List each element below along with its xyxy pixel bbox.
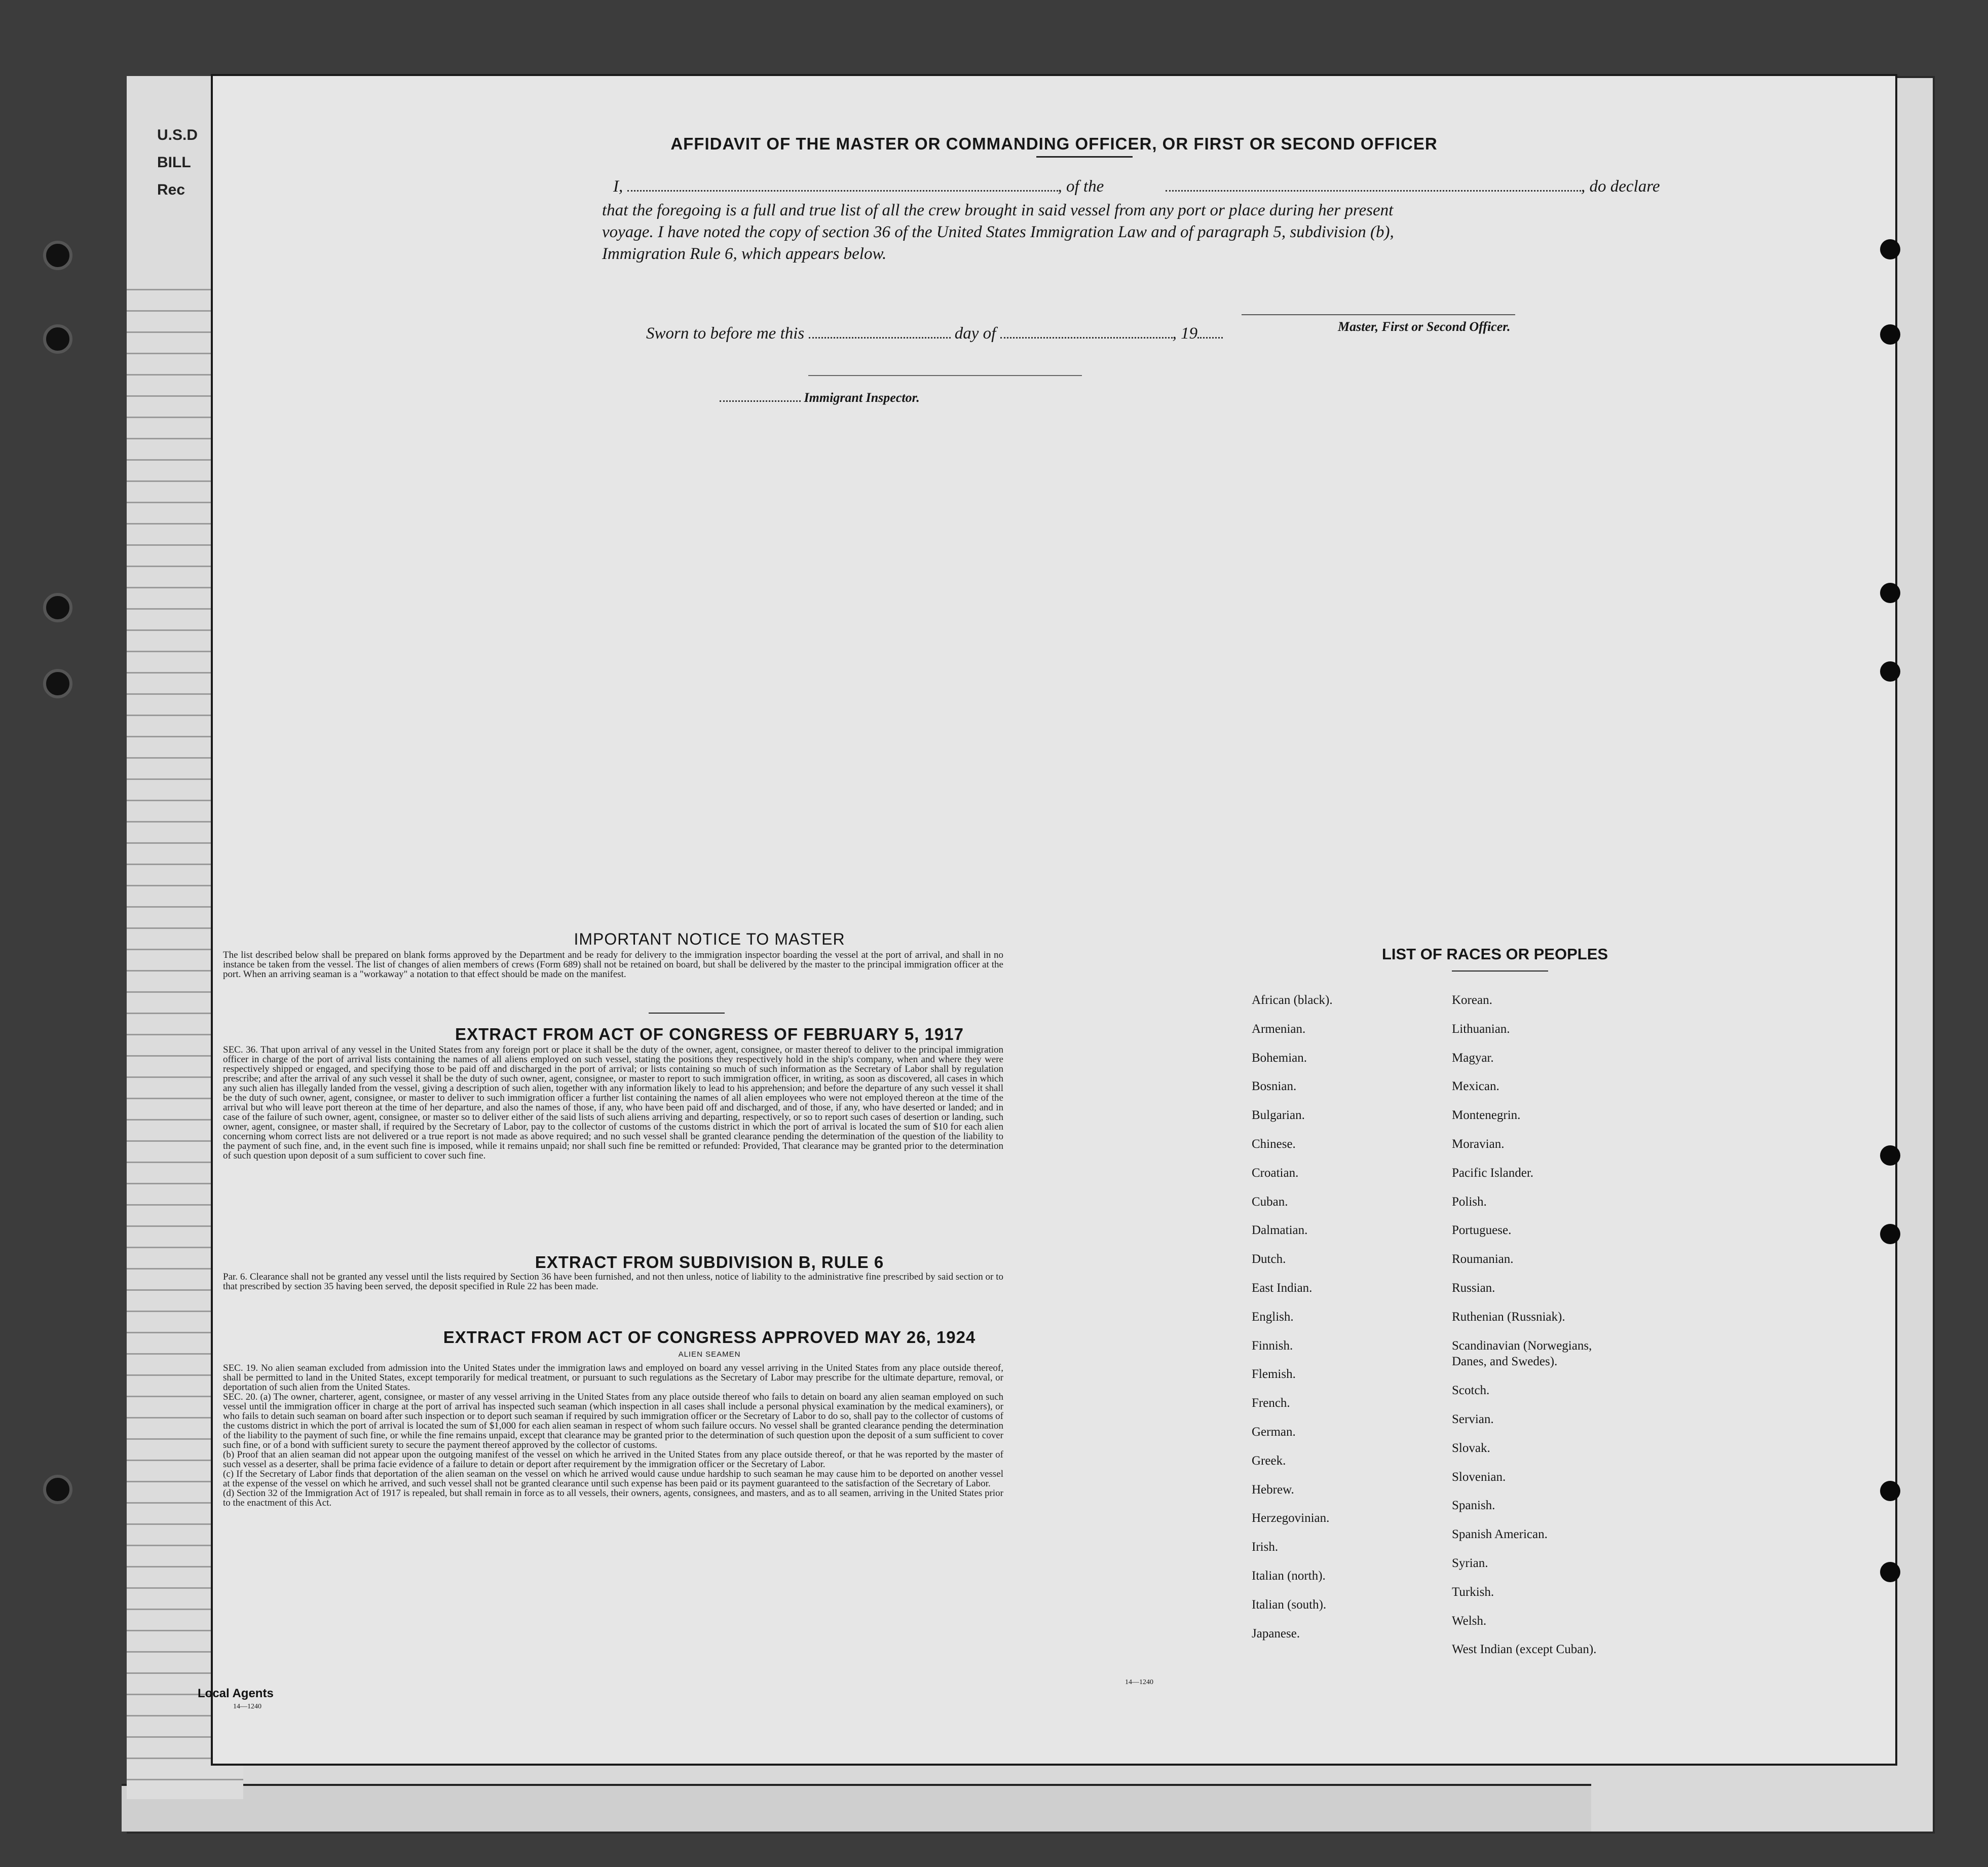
race-item: Roumanian. bbox=[1452, 1252, 1514, 1266]
binder-hole bbox=[1880, 1562, 1900, 1582]
race-item: Hebrew. bbox=[1252, 1482, 1294, 1497]
do-declare-label: , do declare bbox=[1581, 177, 1660, 196]
footer-form-number: 14—1240 bbox=[233, 1703, 261, 1710]
binder-hole bbox=[1880, 239, 1900, 259]
race-item: Montenegrin. bbox=[1452, 1108, 1521, 1123]
extract-1924-text bbox=[223, 1363, 1003, 1508]
affidavit-line-3: voyage. I have noted the copy of section 36 of the United States Immigration Law and of paragraph 5, subdivision (b), bbox=[602, 223, 1394, 241]
race-item: Japanese. bbox=[1252, 1626, 1300, 1640]
race-item: Flemish. bbox=[1252, 1367, 1296, 1381]
race-item: Servian. bbox=[1452, 1412, 1494, 1426]
extract-1924-paragraph: (b) Proof that an alien seaman did not appear upon the outgoing manifest of the vessel on which he arrived in the United States from any place outside thereof, or that he was reported by the master of such vessel as a deserter, shall be prima facie evidence of a failure to detain or deport after requirement by the immigration officer or the Secretary of Labor. bbox=[223, 1449, 1003, 1470]
race-item: Welsh. bbox=[1452, 1614, 1487, 1628]
alien-seamen-subheading: ALIEN SEAMEN bbox=[678, 1350, 741, 1359]
local-agents-imprint: Local Agents bbox=[198, 1687, 274, 1700]
binder-hole bbox=[1880, 324, 1900, 345]
affidavit-line-1 bbox=[613, 177, 1104, 196]
race-item: Scandinavian (Norwegians, bbox=[1452, 1338, 1592, 1353]
sworn-day-blank[interactable] bbox=[809, 326, 951, 339]
extract-rule6-heading: EXTRACT FROM SUBDIVISION B, RULE 6 bbox=[535, 1253, 884, 1272]
extract-1924-paragraph: SEC. 19. No alien seaman excluded from admission into the United States under the immigration laws and employed on board any vessel arriving in the United States from any place outside thereof, shall be permitted to land in the United States, except temporarily for medical treatment, or pursuant to such regulations as the Secretary of Labor may prescribe for the ultimate departure, removal, or deportation of such alien from the United States. bbox=[223, 1363, 1003, 1393]
inspector-signature-row bbox=[720, 390, 920, 405]
binder-hole bbox=[43, 241, 72, 270]
race-item: Ruthenian (Russniak). bbox=[1452, 1310, 1565, 1324]
race-item: Spanish American. bbox=[1452, 1527, 1548, 1542]
race-item: Chinese. bbox=[1252, 1137, 1296, 1151]
inspector-blank[interactable] bbox=[720, 393, 801, 402]
title-rule bbox=[1036, 156, 1133, 158]
affidavit-title: AFFIDAVIT OF THE MASTER OR COMMANDING OFFICER, OR FIRST OR SECOND OFFICER bbox=[670, 134, 1438, 153]
race-item: Dutch. bbox=[1252, 1252, 1286, 1266]
race-item: African (black). bbox=[1252, 993, 1333, 1007]
binder-hole bbox=[1880, 1224, 1900, 1244]
extract-1924-heading: EXTRACT FROM ACT OF CONGRESS APPROVED MAY 26, 1924 bbox=[443, 1328, 976, 1347]
races-title-rule bbox=[1452, 970, 1548, 972]
sworn-year-blank[interactable] bbox=[1197, 326, 1223, 339]
race-item: Italian (north). bbox=[1252, 1569, 1326, 1583]
race-item: Finnish. bbox=[1252, 1338, 1293, 1353]
race-item: German. bbox=[1252, 1425, 1296, 1439]
race-item: French. bbox=[1252, 1396, 1290, 1410]
fragment-usd: U.S.D bbox=[157, 127, 198, 143]
binder-hole bbox=[43, 324, 72, 354]
binder-hole bbox=[1880, 1481, 1900, 1501]
inspector-signature-label: Immigrant Inspector. bbox=[804, 390, 920, 405]
i-label: I, bbox=[613, 177, 623, 196]
race-item: Croatian. bbox=[1252, 1166, 1299, 1180]
year-prefix: , 19 bbox=[1172, 324, 1198, 343]
notice-text: The list described below shall be prepared on blank forms approved by the Department and be ready for delivery to the immigration inspector boarding the vessel at the port of arrival, and shall in no instance be taken from the vessel. The list of changes of alien members of crews (Form 689) shall not be retained on board, but shall be delivered by the master to the principal immigration officer at the port. When an arriving seaman is a "workaway" a notation to that effect should be made on the manifest. bbox=[223, 950, 1003, 980]
race-item: Magyar. bbox=[1452, 1051, 1494, 1065]
sworn-label: Sworn to before me this bbox=[646, 324, 805, 343]
affidavit-line-1b bbox=[1166, 177, 1660, 196]
ledger-rule bbox=[127, 1779, 243, 1780]
race-item: Greek. bbox=[1252, 1453, 1286, 1468]
race-item: Syrian. bbox=[1452, 1556, 1488, 1570]
notice-heading: IMPORTANT NOTICE TO MASTER bbox=[574, 930, 845, 948]
race-item: Irish. bbox=[1252, 1540, 1279, 1554]
of-the-label: , of the bbox=[1058, 177, 1104, 196]
race-item: Dalmatian. bbox=[1252, 1223, 1308, 1238]
master-signature-line bbox=[1242, 314, 1515, 315]
extract-1924-paragraph: (d) Section 32 of the Immigration Act of 1917 is repealed, but shall remain in force as to all vessels, their owners, agents, consignees, and masters, and as to all seamen, arriving in the United States prior to the enactment of this Act. bbox=[223, 1488, 1003, 1508]
inspector-signature-line bbox=[808, 375, 1082, 376]
race-item: Korean. bbox=[1452, 993, 1492, 1007]
vessel-blank[interactable] bbox=[1166, 179, 1581, 192]
binder-hole bbox=[1880, 661, 1900, 682]
binder-hole bbox=[1880, 1145, 1900, 1166]
race-item: Slovak. bbox=[1452, 1441, 1490, 1455]
race-item: Turkish. bbox=[1452, 1585, 1494, 1599]
extract-1917-heading: EXTRACT FROM ACT OF CONGRESS OF FEBRUARY 5, 1917 bbox=[455, 1025, 964, 1043]
race-item: Lithuanian. bbox=[1452, 1022, 1510, 1036]
races-list-title: LIST OF RACES OR PEOPLES bbox=[1381, 945, 1608, 963]
race-item: Spanish. bbox=[1452, 1499, 1495, 1513]
notice-rule bbox=[649, 1013, 725, 1014]
underlying-sheet-fragments bbox=[157, 122, 198, 204]
bottom-paper-strip bbox=[122, 1784, 1591, 1832]
extract-1924-paragraph: (c) If the Secretary of Labor finds that deportation of the alien seaman on the vessel on which he arrived would cause undue hardship to such seaman he may cause him to be deported on another vessel at the expense of the vessel on which he arrived, and such vessel shall not be granted clearance until such expense has been paid or its payment guaranteed to the satisfaction of the Secretary of Labor. bbox=[223, 1469, 1003, 1489]
day-of-label: day of bbox=[954, 324, 996, 343]
fragment-rec: Rec bbox=[157, 181, 185, 198]
sworn-month-blank[interactable] bbox=[1000, 326, 1173, 339]
name-blank[interactable] bbox=[627, 179, 1058, 192]
extract-1917-text: SEC. 36. That upon arrival of any vessel in the United States from any foreign port or place it shall be the duty of the owner, agent, consignee, or master thereof to deliver to the principal immigration officer in charge of the port of arrival lists containing the names of all aliens employed on such vessel, stating the positions they respectively hold in the ship's company, when and where they were respectively shipped or engaged, and specifying those to be paid off and discharged in the port of arrival; or lists containing so much of such information as the Secretary of Labor shall by regulation prescribe; and after the arrival of any such vessel it shall be the duty of such owner, agent, consignee, or master to report to such immigration officer, in writing, as soon as discovered, all cases in which any such alien has illegally landed from the vessel, giving a description of such alien, together with any information likely to lead to his apprehension; and before the departure of any such vessel it shall be the duty of such owner, agent, consignee, or master to deliver to such immigration officer a further list containing the names of all alien employees who were not employed thereon at the time of the arrival but who will leave port thereon at the time of her departure, and also the names of those, if any, who have been paid off and discharged, and of those, if any, who have deserted or landed; and in case of the failure of such owner, agent, consignee, or master so to deliver either of the said lists of such aliens arriving and departing, respectively, or so to report such cases of desertion or landing, such owner, agent, consignee, or master shall, if required by the Secretary of Labor, pay to the collector of customs of the customs district in which the port of arrival is located the sum of $10 for each alien concerning whom correct lists are not delivered or a true report is not made as above required; and no such vessel shall be granted clearance pending the determination of the question of the liability to the payment of such fine, and, in the event such fine is imposed, while it remains unpaid; nor shall such fine be remitted or refunded: Provided, That clearance may be granted prior to the determination of such question upon deposit of a sum sufficient to cover such fine. bbox=[223, 1044, 1003, 1161]
race-item: Bohemian. bbox=[1252, 1051, 1307, 1065]
race-item: Moravian. bbox=[1452, 1137, 1505, 1151]
race-item: Bulgarian. bbox=[1252, 1108, 1305, 1123]
sworn-line bbox=[646, 324, 1223, 343]
crew-list-affidavit-form bbox=[213, 76, 1895, 1764]
race-item: West Indian (except Cuban). bbox=[1452, 1642, 1597, 1657]
race-item: Cuban. bbox=[1252, 1194, 1288, 1209]
race-item: English. bbox=[1252, 1310, 1294, 1324]
race-item: East Indian. bbox=[1252, 1281, 1312, 1295]
race-item: Slovenian. bbox=[1452, 1470, 1506, 1484]
race-item: Mexican. bbox=[1452, 1079, 1499, 1094]
affidavit-line-2: that the foregoing is a full and true list of all the crew brought in said vessel from any port or place during her present bbox=[602, 201, 1394, 219]
binder-hole bbox=[1880, 583, 1900, 603]
binder-hole bbox=[43, 669, 72, 698]
binder-hole bbox=[43, 1475, 72, 1504]
race-item: Portuguese. bbox=[1452, 1223, 1512, 1238]
extract-1924-paragraph: SEC. 20. (a) The owner, charterer, agent, consignee, or master of any vessel arriving in the United States from any place outside thereof who fails to detain on board any alien seaman employed on such vessel until the immigration officer in charge at the port of arrival has inspected such seaman (which inspection in all cases shall include a personal physical examination by the medical examiners), or who fails to detain such seaman on board after such inspection or to deport such seaman if required by such immigration officer or the Secretary of Labor to do so, shall pay to the collector of customs of the customs district in which the port of arrival is located the sum of $1,000 for each alien seaman in respect of whom such failure occurs. No vessel shall be granted clearance pending the determination of the liability to the payment of such fine, or while the fine remains unpaid, except that clearance may be granted prior to the determination of such question upon the deposit of a sum sufficient to cover such fine, or of a bond with sufficient surety to secure the payment thereof approved by the collector of customs. bbox=[223, 1392, 1003, 1450]
race-item: Danes, and Swedes). bbox=[1452, 1355, 1558, 1369]
race-item: Italian (south). bbox=[1252, 1597, 1327, 1612]
binder-hole bbox=[43, 593, 72, 622]
fragment-bill: BILL bbox=[157, 154, 191, 171]
form-number: 14—1240 bbox=[1125, 1678, 1153, 1686]
race-item: Pacific Islander. bbox=[1452, 1166, 1534, 1180]
race-item: Bosnian. bbox=[1252, 1079, 1297, 1094]
master-signature-label: Master, First or Second Officer. bbox=[1338, 319, 1511, 334]
race-item: Herzegovinian. bbox=[1252, 1511, 1330, 1525]
affidavit-line-4: Immigration Rule 6, which appears below. bbox=[602, 245, 887, 263]
race-item: Armenian. bbox=[1252, 1022, 1306, 1036]
race-item: Russian. bbox=[1452, 1281, 1495, 1295]
extract-rule6-text: Par. 6. Clearance shall not be granted any vessel until the lists required by Section 36 have been furnished, and not then unless, notice of liability to the administrative fine prescribed by said section or to that prescribed by section 35 having been served, the deposit specified in Rule 22 has been made. bbox=[223, 1272, 1003, 1292]
race-item: Polish. bbox=[1452, 1194, 1487, 1209]
race-item: Scotch. bbox=[1452, 1384, 1490, 1398]
